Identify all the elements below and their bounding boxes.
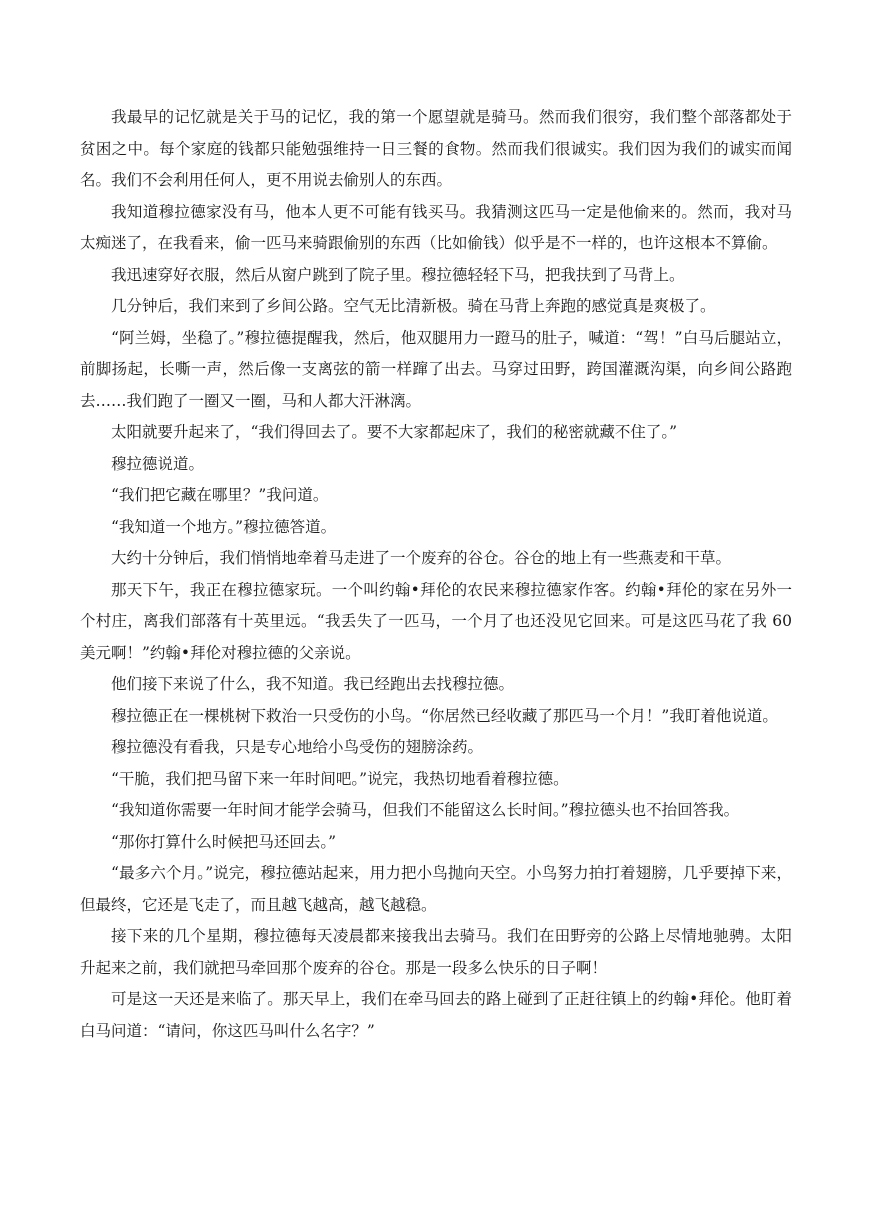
paragraph: 穆拉德没有看我，只是专心地给小鸟受伤的翅膀涂药。	[111, 738, 484, 756]
paragraph: “我知道你需要一年时间才能学会骑马，但我们不能留这么长时间。”穆拉德头也不抬回答我。	[111, 801, 740, 819]
paragraph: 大约十分钟后，我们悄悄地牵着马走进了一个废弃的谷仓。谷仓的地上有一些燕麦和干草。	[111, 549, 732, 567]
paragraph: 我知道穆拉德家没有马，他本人更不可能有钱买马。我猜测这匹马一定是他偷来的。然而，我对马太痴迷了，在我看来，偷一匹马来骑跟偷别的东西（比如偷钱）似乎是不一样的，也许这根本不算偷。	[80, 202, 792, 252]
paragraph: “我们把它藏在哪里？”我问道。	[111, 486, 329, 504]
paragraph: 那天下午，我正在穆拉德家玩。一个叫约翰•拜伦的农民来穆拉德家作客。约翰•拜伦的家在另外一个村庄，离我们部落有十英里远。“我丢失了一匹马，一个月了也还没见它回来。可是这匹马花了我 60 美元啊！”约翰•拜伦对穆拉德的父亲说。	[80, 580, 792, 662]
document-body	[80, 102, 792, 1047]
paragraph: “我知道一个地方。”穆拉德答道。	[111, 517, 337, 536]
paragraph: 可是这一天还是来临了。那天早上，我们在牵马回去的路上碰到了正赶往镇上的约翰•拜伦。他盯着白马问道：“请问，你这匹马叫什么名字？”	[80, 990, 792, 1040]
paragraph: 我最早的记忆就是关于马的记忆，我的第一个愿望就是骑马。然而我们很穷，我们整个部落都处于贫困之中。每个家庭的钱都只能勉强维持一日三餐的食物。然而我们很诚实。我们因为我们的诚实而闻名。我们不会利用任何人，更不用说去偷别人的东西。	[80, 108, 792, 189]
paragraph: “那你打算什么时候把马还回去。”	[111, 832, 337, 851]
paragraph: 我迅速穿好衣服，然后从窗户跳到了院子里。穆拉德轻轻下马，把我扶到了马背上。	[111, 265, 685, 284]
paragraph: 他们接下来说了什么，我不知道。我已经跑出去找穆拉德。	[111, 675, 515, 693]
paragraph: “阿兰姆，坐稳了。”穆拉德提醒我，然后，他双腿用力一蹬马的肚子，喊道：“驾！”白马后腿站立，前脚扬起，长嘶一声，然后像一支离弦的箭一样蹿了出去。马穿过田野，跨国灌溉沟渠，向乡间公路跑去……我们跑了一圈又一圈，马和人都大汗淋漓。	[80, 328, 792, 410]
paragraph: 穆拉德说道。	[111, 454, 205, 473]
paragraph: 穆拉德正在一棵桃树下救治一只受伤的小鸟。“你居然已经收藏了那匹马一个月！”我盯着他说道。	[111, 706, 778, 725]
paragraph: “干脆，我们把马留下来一年时间吧。”说完，我热切地看着穆拉德。	[111, 769, 569, 788]
paragraph: “最多六个月。”说完，穆拉德站起来，用力把小鸟抛向天空。小鸟努力拍打着翅膀，几乎要掉下来，但最终，它还是飞走了，而且越飞越高，越飞越稳。	[80, 864, 792, 914]
paragraph: 太阳就要升起来了，“我们得回去了。要不大家都起床了，我们的秘密就藏不住了。”	[111, 423, 678, 441]
paragraph: 几分钟后，我们来到了乡间公路。空气无比清新极。骑在马背上奔跑的感觉真是爽极了。	[111, 297, 716, 315]
paragraph: 接下来的几个星期，穆拉德每天凌晨都来接我出去骑马。我们在田野旁的公路上尽情地驰骋。太阳升起来之前，我们就把马牵回那个废弃的谷仓。那是一段多么快乐的日子啊！	[80, 927, 792, 977]
